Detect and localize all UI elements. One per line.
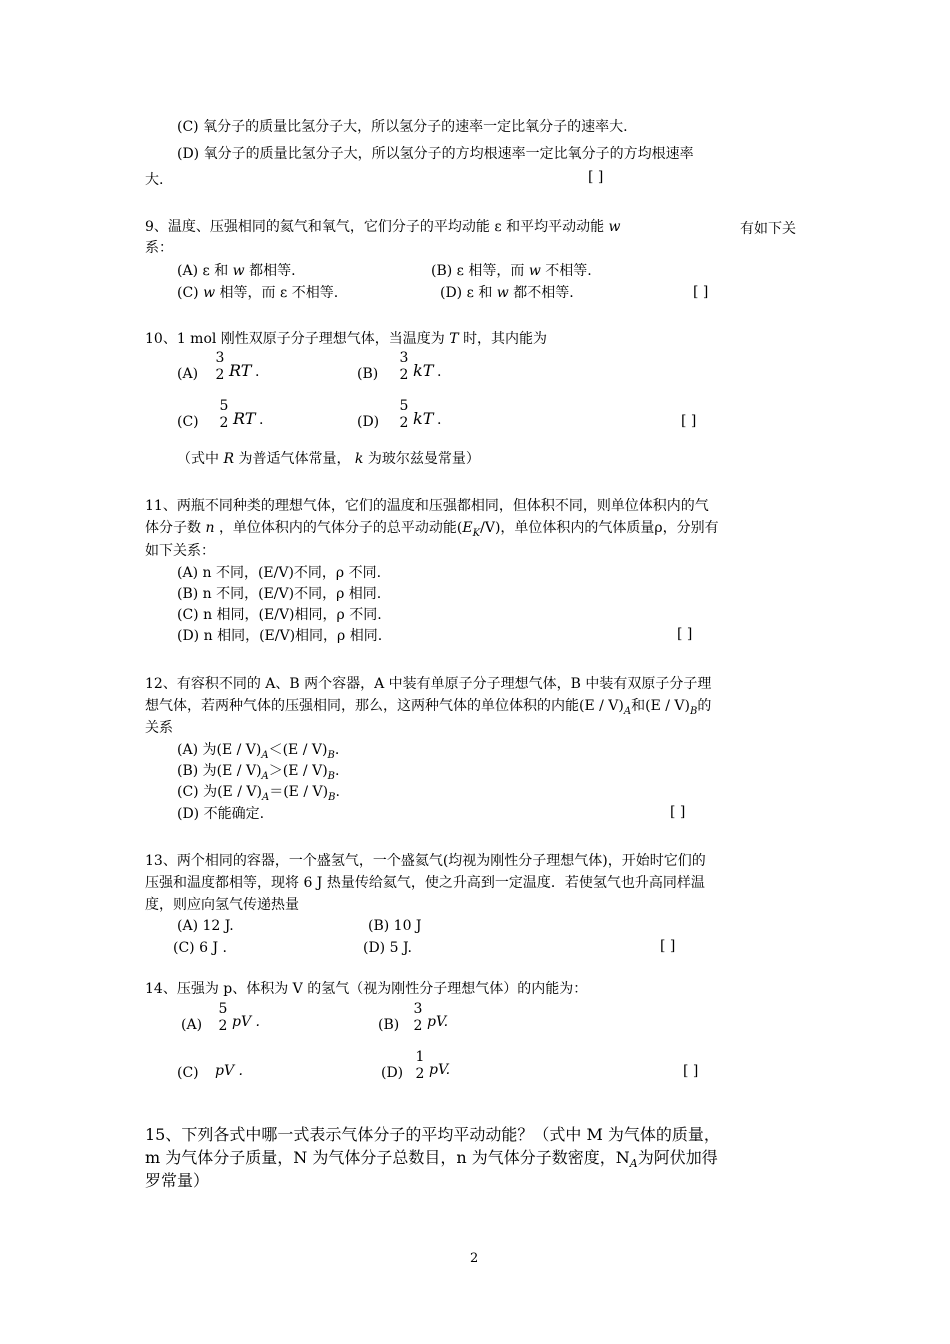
fraction-numerator: 5 bbox=[399, 398, 409, 414]
q10-option-a-expr: RT bbox=[229, 361, 252, 380]
q12-stem-line2 bbox=[145, 697, 711, 721]
fraction-numerator: 5 bbox=[219, 398, 229, 414]
option-text: ＞(E / V) bbox=[268, 763, 328, 779]
w-symbol: w bbox=[528, 263, 541, 279]
period: . bbox=[259, 412, 264, 428]
option-label: (A) bbox=[177, 263, 199, 279]
q10-option-c-expr: RT bbox=[233, 409, 256, 428]
epsilon-symbol: ε bbox=[202, 263, 210, 279]
w-symbol: w bbox=[608, 219, 621, 235]
q11-stem-line2 bbox=[145, 519, 719, 543]
q12-option-c bbox=[177, 783, 340, 807]
a-subscript: A bbox=[261, 770, 269, 782]
fraction-numerator: 3 bbox=[399, 350, 409, 366]
q9-stem-line2: 系： bbox=[145, 240, 173, 256]
q13-stem-line1: 13、两个相同的容器，一个盛氢气，一个盛氦气(均视为刚性分子理想气体)，开始时它们的 bbox=[145, 853, 706, 869]
temperature-symbol: T bbox=[449, 331, 459, 347]
e-symbol: E bbox=[462, 520, 473, 536]
k-symbol: k bbox=[354, 451, 364, 467]
q15-stem-line2 bbox=[145, 1146, 718, 1175]
q10-option-b-expr: kT bbox=[413, 361, 434, 380]
period: . bbox=[437, 412, 442, 428]
q11-option-d: (D) n 相同，(E/V)相同，ρ 相同. bbox=[177, 628, 383, 644]
q12-stem-text: 的 bbox=[697, 698, 712, 714]
q10-option-d-fraction bbox=[397, 398, 411, 432]
fraction-denominator: 2 bbox=[218, 1018, 228, 1034]
b-subscript: B bbox=[328, 791, 336, 803]
option-text: (C) 为(E / V) bbox=[177, 784, 262, 800]
q9-answer-bracket: [ ] bbox=[693, 284, 709, 300]
option-label: (C) bbox=[177, 285, 199, 301]
note-text: 为玻尔兹曼常量） bbox=[367, 451, 480, 467]
option-text: 和 bbox=[214, 263, 229, 279]
b-subscript: B bbox=[327, 770, 336, 782]
q11-stem-text: ，单位体积内的气体分子的总平动动能( bbox=[218, 520, 463, 536]
b-subscript: B bbox=[689, 705, 698, 717]
q10-note bbox=[177, 450, 480, 468]
fraction-denominator: 2 bbox=[219, 415, 229, 431]
q14-option-b-fraction bbox=[411, 1001, 425, 1035]
option-text: 都相等. bbox=[249, 263, 296, 279]
option-text: 相等，而 bbox=[219, 285, 276, 301]
option-text: 都不相等. bbox=[513, 285, 574, 301]
fraction-denominator: 2 bbox=[415, 1066, 425, 1082]
q12-option-d: (D) 不能确定. bbox=[177, 806, 265, 822]
q10-option-b-fraction bbox=[397, 350, 411, 384]
option-text: 和 bbox=[478, 285, 493, 301]
q12-stem-text: 想气体，若两种气体的压强相同，那么，这两种气体的单位体积的内能(E / V) bbox=[145, 698, 624, 714]
q14-option-b-expr: pV. bbox=[427, 1014, 449, 1030]
q13-answer-bracket: [ ] bbox=[660, 938, 676, 954]
option-text: . bbox=[335, 763, 340, 779]
q11-stem-text: 体分子数 bbox=[145, 520, 201, 536]
q11-option-c: (C) n 相同，(E/V)相同，ρ 不同. bbox=[177, 607, 382, 623]
q14-option-d-expr: pV. bbox=[429, 1062, 451, 1078]
n-symbol: n bbox=[205, 520, 215, 536]
q10-option-c-fraction bbox=[217, 398, 231, 432]
a-subscript: A bbox=[629, 1157, 638, 1171]
q11-option-b: (B) n 不同，(E/V)不同，ρ 相同. bbox=[177, 586, 382, 602]
fraction-numerator: 1 bbox=[415, 1049, 425, 1065]
k-subscript: K bbox=[472, 527, 481, 539]
fraction-denominator: 2 bbox=[399, 367, 409, 383]
q8-option-c: (C) 氧分子的质量比氢分子大，所以氢分子的速率一定比氧分子的速率大. bbox=[177, 119, 628, 135]
q10-option-b-label: (B) bbox=[357, 366, 379, 382]
a-subscript: A bbox=[623, 705, 632, 717]
q9-option-b bbox=[431, 262, 592, 280]
option-text: ＝(E / V) bbox=[269, 784, 329, 800]
note-text: 为普适气体常量， bbox=[238, 451, 351, 467]
q9-stem-text: 9、温度、压强相同的氦气和氧气，它们分子的平均动能 bbox=[145, 219, 490, 235]
option-text: (A) 为(E / V) bbox=[177, 742, 262, 758]
q11-answer-bracket: [ ] bbox=[677, 626, 693, 642]
note-text: （式中 bbox=[177, 451, 219, 467]
r-symbol: R bbox=[223, 451, 234, 467]
q14-option-a-label: (A) bbox=[181, 1017, 203, 1033]
q8-answer-bracket: [ ] bbox=[588, 169, 604, 185]
q14-option-b-label: (B) bbox=[378, 1017, 400, 1033]
fraction-numerator: 3 bbox=[413, 1001, 423, 1017]
a-subscript: A bbox=[261, 749, 269, 761]
option-text: 相等，而 bbox=[468, 263, 525, 279]
q15-stem-line3: 罗常量） bbox=[145, 1171, 210, 1190]
q12-stem-line3: 关系 bbox=[145, 720, 173, 736]
option-label: (B) bbox=[431, 263, 453, 279]
q13-option-c: (C) 6 J . bbox=[173, 940, 227, 956]
q10-stem-text: 时，其内能为 bbox=[463, 331, 548, 347]
q14-stem: 14、压强为 p、体积为 V 的氢气（视为刚性分子理想气体）的内能为： bbox=[145, 981, 588, 997]
epsilon-symbol: ε bbox=[456, 263, 464, 279]
q10-stem bbox=[145, 330, 547, 348]
q14-answer-bracket: [ ] bbox=[683, 1063, 699, 1079]
q12-stem-line1: 12、有容积不同的 A、B 两个容器，A 中装有单原子分子理想气体，B 中装有双原子分子理 bbox=[145, 676, 712, 692]
q15-stem-line1: 15、下列各式中哪一式表示气体分子的平均平动动能？（式中 M 为气体的质量， bbox=[145, 1125, 720, 1144]
page-number: 2 bbox=[470, 1251, 479, 1266]
option-label: (D) bbox=[440, 285, 463, 301]
a-subscript: A bbox=[261, 791, 270, 803]
q10-option-c-label: (C) bbox=[177, 414, 199, 430]
q10-answer-bracket: [ ] bbox=[681, 413, 697, 429]
option-text: 不相等. bbox=[545, 263, 592, 279]
q12-stem-text: 和(E / V) bbox=[631, 698, 690, 714]
q12-answer-bracket: [ ] bbox=[670, 804, 686, 820]
q9-option-d bbox=[440, 284, 574, 302]
q14-option-c-expr: pV . bbox=[215, 1063, 243, 1079]
fraction-denominator: 2 bbox=[413, 1018, 423, 1034]
q11-stem-line1: 11、两瓶不同种类的理想气体，它们的温度和压强都相同，但体积不同，则单位体积内的气 bbox=[145, 498, 709, 514]
w-symbol: w bbox=[232, 263, 245, 279]
option-text: 不相等. bbox=[291, 285, 339, 301]
option-text: . bbox=[335, 784, 340, 800]
epsilon-symbol: ε bbox=[494, 219, 502, 235]
period: . bbox=[437, 364, 442, 380]
q14-option-d-label: (D) bbox=[381, 1065, 404, 1081]
q13-stem-line3: 度，则应向氢气传递热量 bbox=[145, 897, 299, 913]
fraction-denominator: 2 bbox=[215, 367, 225, 383]
q10-stem-text: 10、1 mol 刚性双原子分子理想气体，当温度为 bbox=[145, 331, 445, 347]
q11-stem-text: /V)，单位体积内的气体质量ρ，分别有 bbox=[480, 520, 719, 536]
q14-option-c-label: (C) bbox=[177, 1065, 199, 1081]
q10-option-d-label: (D) bbox=[357, 414, 380, 430]
q9-stem-mid: 和平均平动动能 bbox=[506, 219, 605, 235]
q9-stem-line1 bbox=[145, 218, 621, 236]
q11-stem-line3: 如下关系： bbox=[145, 543, 215, 559]
q13-option-b: (B) 10 J bbox=[368, 918, 422, 934]
q9-option-a bbox=[177, 262, 296, 280]
q14-option-d-fraction bbox=[413, 1049, 427, 1083]
epsilon-symbol: ε bbox=[279, 285, 288, 301]
w-symbol: w bbox=[496, 285, 509, 301]
q13-option-d: (D) 5 J. bbox=[363, 940, 412, 956]
fraction-numerator: 5 bbox=[218, 1001, 228, 1017]
fraction-denominator: 2 bbox=[399, 415, 409, 431]
q11-option-a: (A) n 不同，(E/V)不同，ρ 不同. bbox=[177, 565, 382, 581]
q8-option-d-line1: (D) 氧分子的质量比氢分子大，所以氢分子的方均根速率一定比氧分子的方均根速率 bbox=[177, 146, 694, 162]
fraction-numerator: 3 bbox=[215, 350, 225, 366]
q14-option-a-expr: pV . bbox=[232, 1014, 260, 1030]
q9-stem-end: 有如下关 bbox=[740, 221, 796, 237]
q8-option-d-line2: 大. bbox=[145, 172, 164, 188]
period: . bbox=[255, 364, 260, 380]
q10-option-d-expr: kT bbox=[413, 409, 434, 428]
q15-stem-text: m 为气体分子质量，N 为气体分子总数目，n 为气体分子数密度，N bbox=[145, 1148, 630, 1167]
option-text: ＜(E / V) bbox=[268, 742, 328, 758]
q13-option-a: (A) 12 J. bbox=[177, 918, 234, 934]
q10-option-a-fraction bbox=[213, 350, 227, 384]
q13-stem-line2: 压强和温度都相等，现将 6 J 热量传给氦气，使之升高到一定温度．若使氢气也升高同样温 bbox=[145, 875, 705, 891]
w-symbol: w bbox=[203, 285, 216, 301]
q15-stem-text: 为阿伏加得 bbox=[637, 1148, 718, 1167]
option-text: . bbox=[334, 742, 340, 758]
option-text: (B) 为(E / V) bbox=[177, 763, 262, 779]
q14-option-a-fraction bbox=[216, 1001, 230, 1035]
q9-option-c bbox=[177, 284, 338, 302]
epsilon-symbol: ε bbox=[466, 285, 474, 301]
b-subscript: B bbox=[327, 749, 335, 761]
q10-option-a-label: (A) bbox=[177, 366, 199, 382]
